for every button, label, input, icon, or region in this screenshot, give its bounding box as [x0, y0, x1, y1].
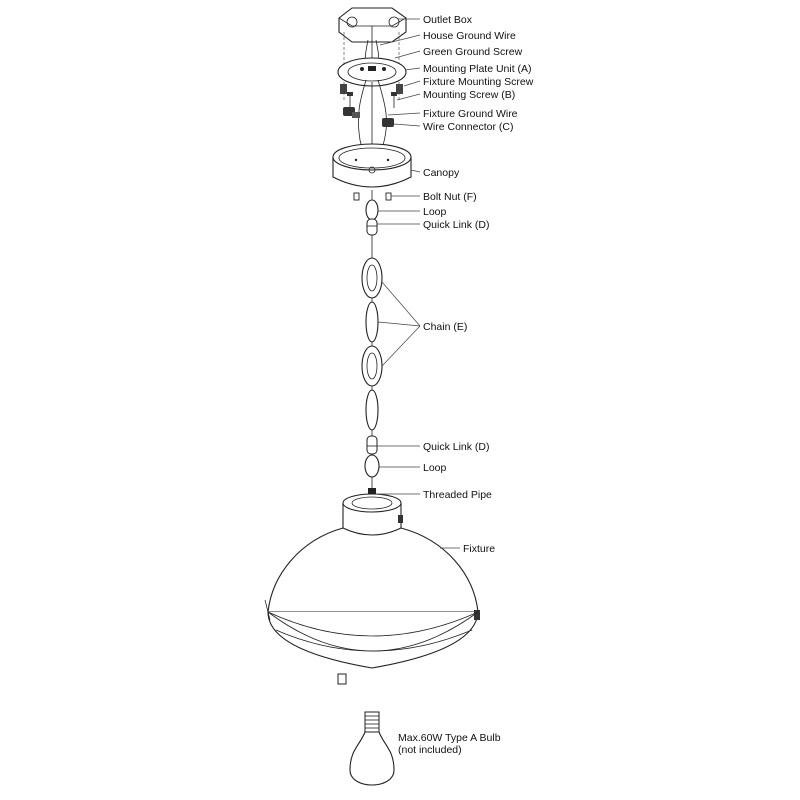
label-loop-bottom: Loop — [423, 462, 447, 474]
label-outlet-box: Outlet Box — [423, 14, 473, 26]
bottom-quick-link — [367, 436, 377, 454]
fixture-shade — [265, 494, 480, 684]
chain — [362, 235, 382, 436]
label-quick-link-top: Quick Link (D) — [423, 219, 490, 231]
label-threaded-pipe: Threaded Pipe — [423, 489, 492, 501]
label-canopy: Canopy — [423, 167, 460, 179]
top-loop — [366, 190, 378, 220]
mounting-plate-unit — [338, 58, 406, 86]
bulb — [350, 712, 394, 785]
label-mounting-plate-unit: Mounting Plate Unit (A) — [423, 63, 532, 75]
top-quick-link — [367, 219, 377, 235]
label-chain: Chain (E) — [423, 321, 468, 333]
label-green-ground-screw: Green Ground Screw — [423, 46, 523, 58]
bottom-loop — [365, 455, 379, 490]
label-loop-top: Loop — [423, 206, 447, 218]
label-mounting-screw: Mounting Screw (B) — [423, 89, 516, 101]
bolt-nuts — [354, 193, 391, 200]
label-fixture: Fixture — [463, 543, 496, 555]
outlet-box — [339, 8, 406, 42]
label-house-ground-wire: House Ground Wire — [423, 30, 516, 42]
label-quick-link-bottom: Quick Link (D) — [423, 441, 490, 453]
label-bulb-line2: (not included) — [398, 744, 462, 756]
label-wire-connector: Wire Connector (C) — [423, 121, 514, 133]
label-bulb-line1: Max.60W Type A Bulb — [398, 732, 501, 744]
label-bolt-nut: Bolt Nut (F) — [423, 191, 477, 203]
label-fixture-mounting-screw: Fixture Mounting Screw — [423, 76, 534, 88]
label-fixture-ground-wire: Fixture Ground Wire — [423, 108, 518, 120]
canopy — [333, 144, 411, 187]
